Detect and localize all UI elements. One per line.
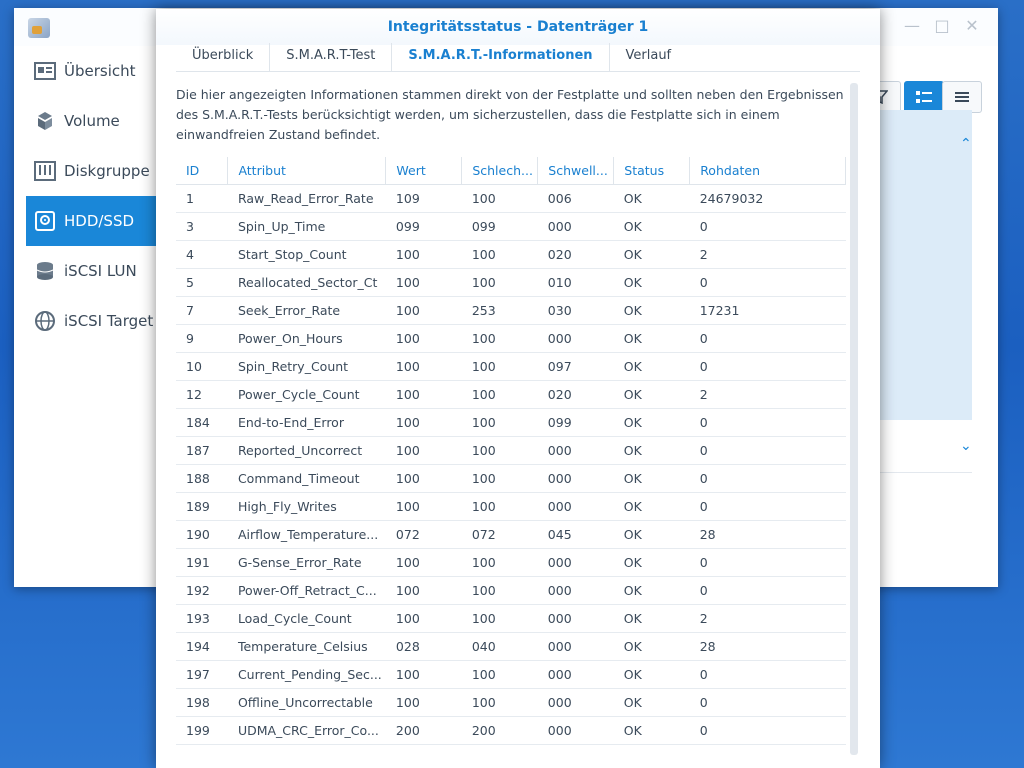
table-cell: 099 [386,213,462,241]
table-cell: 197 [176,661,228,689]
table-cell: 9 [176,325,228,353]
table-cell: 030 [538,297,614,325]
column-header[interactable]: ID [176,157,228,185]
table-cell: OK [614,437,690,465]
disk-panel-collapsed [866,420,972,473]
table-cell: 253 [462,297,538,325]
table-cell: Start_Stop_Count [228,241,386,269]
table-cell: 100 [386,689,462,717]
smart-description: Die hier angezeigten Informationen stammen direkt von der Festplatte und sollten neben den Ergebnissen des S.M.A.R.T.-Tests berücksichtigt werden, um sicherzustellen, dass die Festplatte sich in einem einwandfreien Zustand befindet. [176,87,844,142]
table-cell: 100 [386,353,462,381]
sidebar-item-volume[interactable] [26,96,168,146]
table-cell: 192 [176,577,228,605]
table-cell: OK [614,521,690,549]
table-cell: 045 [538,521,614,549]
table-cell: 020 [538,381,614,409]
sidebar-item-iscsi-lun[interactable] [26,246,168,296]
table-cell: Airflow_Temperature... [228,521,386,549]
table-cell: 100 [462,185,538,213]
table-cell: 099 [462,213,538,241]
table-cell: 000 [538,633,614,661]
column-header[interactable]: Wert [386,157,462,185]
table-cell: 100 [462,353,538,381]
table-cell: 000 [538,661,614,689]
table-row[interactable] [176,297,846,325]
table-cell: 100 [386,549,462,577]
table-cell: 100 [462,409,538,437]
table-cell: 0 [690,353,846,381]
table-cell: 28 [690,521,846,549]
table-cell: OK [614,633,690,661]
table-cell: 190 [176,521,228,549]
table-cell: 24679032 [690,185,846,213]
table-cell: 1 [176,185,228,213]
table-cell: Command_Timeout [228,465,386,493]
table-cell: 17231 [690,297,846,325]
list-view-button[interactable] [942,81,982,113]
table-cell: OK [614,549,690,577]
table-cell: 100 [462,605,538,633]
table-row[interactable] [176,437,846,465]
sidebar-item-overview[interactable] [26,46,168,96]
table-cell: 100 [386,465,462,493]
sidebar-item-iscsi-target[interactable] [26,296,168,346]
table-cell: Offline_Uncorrectable [228,689,386,717]
table-cell: 194 [176,633,228,661]
vertical-scrollbar[interactable] [850,83,858,755]
table-cell: OK [614,493,690,521]
table-row[interactable] [176,577,846,605]
table-cell: UDMA_CRC_Error_Co... [228,717,386,745]
table-cell: 0 [690,437,846,465]
table-cell: 000 [538,493,614,521]
table-row[interactable] [176,353,846,381]
table-cell: Power-Off_Retract_C... [228,577,386,605]
table-cell: 100 [462,661,538,689]
table-cell: Reported_Uncorrect [228,437,386,465]
table-body [176,185,846,745]
table-cell: 0 [690,465,846,493]
table-row[interactable] [176,661,846,689]
table-row[interactable] [176,185,846,213]
table-cell: 040 [462,633,538,661]
table-cell: OK [614,353,690,381]
table-cell: 010 [538,269,614,297]
table-cell: 4 [176,241,228,269]
table-cell: OK [614,577,690,605]
table-row[interactable] [176,241,846,269]
sidebar-item-label: iSCSI Target [64,312,154,330]
dialog-tabs [176,43,860,72]
table-cell: 0 [690,493,846,521]
table-cell: 188 [176,465,228,493]
table-cell: High_Fly_Writes [228,493,386,521]
table-cell: Raw_Read_Error_Rate [228,185,386,213]
table-cell: 199 [176,717,228,745]
table-cell: 099 [538,409,614,437]
table-row[interactable] [176,717,846,745]
dialog-title: Integritätsstatus - Datenträger 1 [156,9,880,45]
table-cell: 100 [386,577,462,605]
sidebar-item-label: Diskgruppe [64,162,150,180]
table-row[interactable] [176,689,846,717]
table-cell: Spin_Up_Time [228,213,386,241]
table-cell: OK [614,325,690,353]
table-cell: 0 [690,409,846,437]
table-cell: 187 [176,437,228,465]
table-cell: 000 [538,717,614,745]
table-cell: 5 [176,269,228,297]
table-cell: 100 [386,241,462,269]
table-cell: 100 [386,269,462,297]
table-row[interactable] [176,521,846,549]
table-cell: OK [614,465,690,493]
sidebar [26,46,168,346]
table-cell: Load_Cycle_Count [228,605,386,633]
column-header[interactable]: Rohdaten [690,157,846,185]
table-cell: 100 [386,409,462,437]
table-cell: 000 [538,465,614,493]
table-cell: 100 [462,689,538,717]
table-cell: 0 [690,689,846,717]
table-row[interactable] [176,269,846,297]
health-status-dialog [156,9,880,768]
table-cell: 200 [462,717,538,745]
table-cell: 109 [386,185,462,213]
table-row[interactable] [176,493,846,521]
overview-icon [34,60,56,82]
table-cell: 100 [386,297,462,325]
column-header[interactable]: Schlech... [462,157,538,185]
lun-icon [34,260,56,282]
table-cell: OK [614,213,690,241]
table-cell: 020 [538,241,614,269]
storage-manager-app-icon [28,18,50,38]
table-cell: 191 [176,549,228,577]
table-cell: G-Sense_Error_Rate [228,549,386,577]
table-cell: 100 [462,269,538,297]
target-icon [34,310,56,332]
maximize-icon[interactable]: □ [934,16,950,35]
table-cell: 2 [690,605,846,633]
column-header[interactable]: Schwell... [538,157,614,185]
table-cell: 100 [462,381,538,409]
sidebar-item-diskgroup[interactable] [26,146,168,196]
table-cell: Power_On_Hours [228,325,386,353]
table-cell: 0 [690,549,846,577]
table-cell: 10 [176,353,228,381]
minimize-icon[interactable]: — [904,16,920,35]
table-cell: 000 [538,689,614,717]
table-cell: 100 [386,381,462,409]
table-cell: 100 [386,325,462,353]
list-icon [954,91,970,103]
close-icon[interactable]: ✕ [965,16,979,35]
sidebar-item-label: iSCSI LUN [64,262,137,280]
table-cell: 028 [386,633,462,661]
table-cell: OK [614,241,690,269]
table-cell: 0 [690,269,846,297]
table-cell: OK [614,269,690,297]
table-cell: 100 [386,493,462,521]
table-row[interactable] [176,213,846,241]
table-header-row [176,157,846,185]
table-row[interactable] [176,381,846,409]
table-cell: OK [614,381,690,409]
tab-smart-info[interactable]: S.M.A.R.T.-Informationen [392,43,609,71]
table-cell: 7 [176,297,228,325]
table-cell: Temperature_Celsius [228,633,386,661]
table-cell: OK [614,689,690,717]
diskgroup-icon [34,160,56,182]
table-cell: 000 [538,437,614,465]
table-cell: OK [614,185,690,213]
table-cell: 100 [462,241,538,269]
table-cell: Spin_Retry_Count [228,353,386,381]
chevron-up-icon[interactable]: ⌃ [960,136,972,152]
table-cell: 0 [690,661,846,689]
disk-panel-expanded [866,110,972,420]
table-cell: 28 [690,633,846,661]
column-header[interactable]: Status [614,157,690,185]
table-cell: 12 [176,381,228,409]
table-cell: 000 [538,549,614,577]
table-cell: Seek_Error_Rate [228,297,386,325]
table-cell: 100 [462,437,538,465]
table-cell: 2 [690,381,846,409]
detail-list-icon [915,90,933,104]
table-cell: Current_Pending_Sec... [228,661,386,689]
chevron-down-icon[interactable]: ⌄ [960,438,972,454]
table-row[interactable] [176,409,846,437]
sidebar-item-hdd-ssd[interactable] [26,196,168,246]
table-cell: 100 [462,577,538,605]
table-cell: 100 [462,325,538,353]
table-cell: 000 [538,213,614,241]
column-header[interactable]: Attribut [228,157,386,185]
table-cell: 006 [538,185,614,213]
table-cell: Power_Cycle_Count [228,381,386,409]
table-cell: 200 [386,717,462,745]
table-cell: 184 [176,409,228,437]
table-row[interactable] [176,633,846,661]
table-cell: OK [614,661,690,689]
table-row[interactable] [176,465,846,493]
table-cell: 100 [386,605,462,633]
table-cell: 3 [176,213,228,241]
table-cell: OK [614,717,690,745]
table-cell: 0 [690,213,846,241]
table-cell: 100 [462,493,538,521]
table-cell: 000 [538,577,614,605]
table-cell: 100 [386,437,462,465]
table-cell: 198 [176,689,228,717]
table-cell: 0 [690,325,846,353]
table-row[interactable] [176,325,846,353]
table-cell: 2 [690,241,846,269]
table-cell: 100 [462,549,538,577]
table-cell: 072 [462,521,538,549]
table-cell: OK [614,297,690,325]
table-cell: Reallocated_Sector_Ct [228,269,386,297]
table-row[interactable] [176,605,846,633]
hdd-icon [34,210,56,232]
table-cell: 100 [386,661,462,689]
table-cell: 0 [690,717,846,745]
sidebar-item-label: HDD/SSD [64,212,135,230]
table-cell: 000 [538,325,614,353]
tab-history[interactable]: Verlauf [625,48,672,63]
smart-attributes-table [176,157,846,745]
table-cell: End-to-End_Error [228,409,386,437]
sidebar-item-label: Volume [64,112,120,130]
tab-smart-test[interactable]: S.M.A.R.T-Test [270,43,392,71]
table-row[interactable] [176,549,846,577]
table-cell: 097 [538,353,614,381]
table-cell: OK [614,409,690,437]
table-cell: 000 [538,605,614,633]
tab-overview[interactable]: Überblick [176,43,270,71]
table-cell: 189 [176,493,228,521]
table-cell: OK [614,605,690,633]
detail-view-button[interactable] [904,81,944,113]
table-cell: 193 [176,605,228,633]
table-cell: 0 [690,577,846,605]
table-cell: 100 [462,465,538,493]
table-cell: 072 [386,521,462,549]
volume-icon [34,110,56,132]
sidebar-item-label: Übersicht [64,62,136,80]
